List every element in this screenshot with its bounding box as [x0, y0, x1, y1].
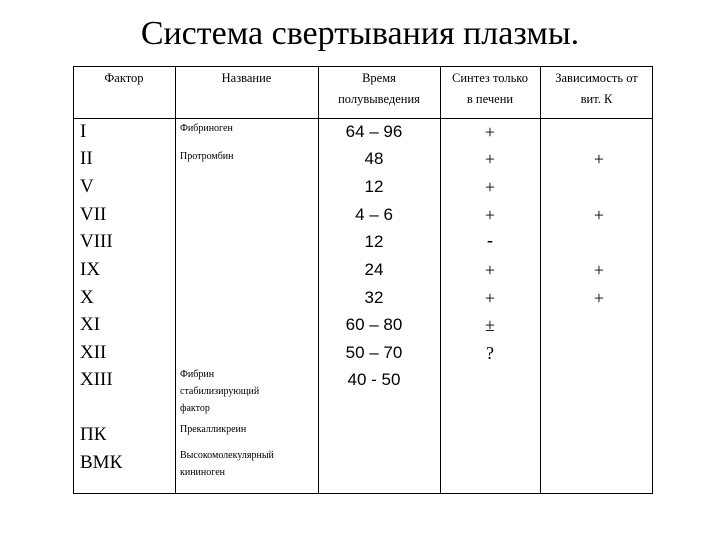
column-divider [175, 66, 176, 494]
factor-cell: XI [80, 314, 101, 335]
vitamin-k-cell: + [593, 205, 605, 225]
vitamin-k-cell: + [593, 260, 605, 280]
factor-cell: X [80, 287, 94, 308]
half-life-cell: 50 – 70 [345, 343, 403, 362]
name-line: Прекалликреин [180, 424, 247, 435]
half-life-cell: 12 [364, 232, 384, 251]
half-life-cell: 32 [364, 288, 384, 307]
factor-cell: VIII [80, 231, 113, 252]
name-cell [180, 447, 310, 481]
half-life-cell: 60 – 80 [345, 315, 403, 334]
liver-synthesis-cell: + [484, 205, 496, 225]
page-title: Система свертывания плазмы. [140, 15, 580, 52]
vitamin-k-cell: + [593, 288, 605, 308]
liver-synthesis-cell: + [484, 122, 496, 142]
name-cell [180, 421, 310, 438]
factor-cell: II [80, 148, 93, 169]
liver-synthesis-cell: + [484, 288, 496, 308]
liver-synthesis-cell: + [484, 149, 496, 169]
factor-cell: ВМК [80, 452, 123, 473]
factor-cell: I [80, 121, 87, 142]
header-time-line: полувыведения [338, 92, 420, 106]
header-liver-line: в печени [466, 92, 514, 106]
name-cell [180, 120, 310, 137]
factor-cell: V [80, 176, 94, 197]
header-vitk-line: вит. К [580, 92, 613, 106]
factor-cell: XII [80, 342, 107, 363]
column-divider [540, 66, 541, 494]
half-life-cell: 48 [364, 149, 384, 168]
factor-cell: VII [80, 204, 107, 225]
liver-synthesis-cell: - [487, 230, 493, 250]
header-factor-label: Фактор [104, 71, 144, 85]
header-vitk [540, 68, 653, 110]
name-line: кининоген [180, 467, 226, 478]
name-line: Фибриноген [180, 123, 233, 134]
header-name-label: Название [221, 71, 272, 85]
liver-synthesis-cell: ± [485, 315, 495, 335]
name-line: Высокомолекулярный [180, 450, 274, 461]
header-liver-line: Синтез только [452, 71, 528, 85]
liver-synthesis-cell: + [484, 177, 496, 197]
name-line: стабилизирующий [180, 386, 260, 397]
factor-cell: ПК [80, 424, 107, 445]
header-liver [440, 68, 540, 110]
liver-synthesis-cell: + [484, 260, 496, 280]
name-cell [180, 366, 310, 417]
name-line: Фибрин [180, 369, 215, 380]
half-life-cell: 12 [364, 177, 384, 196]
half-life-cell: 64 – 96 [345, 122, 403, 141]
vitamin-k-cell: + [593, 149, 605, 169]
header-time [318, 68, 440, 110]
header-factor [73, 68, 175, 89]
name-line: Протромбин [180, 151, 234, 162]
half-life-cell: 24 [364, 260, 384, 279]
header-vitk-line: Зависимость от [555, 71, 638, 85]
half-life-cell: 4 – 6 [355, 205, 393, 224]
header-time-line: Время [362, 71, 396, 85]
header-name [175, 68, 318, 89]
header-divider [73, 118, 653, 119]
liver-synthesis-cell: ? [486, 343, 494, 363]
factor-cell: XIII [80, 369, 113, 390]
name-line: фактор [180, 403, 210, 414]
half-life-cell: 40 - 50 [347, 370, 401, 389]
name-cell [180, 148, 310, 165]
factor-cell: IX [80, 259, 101, 280]
